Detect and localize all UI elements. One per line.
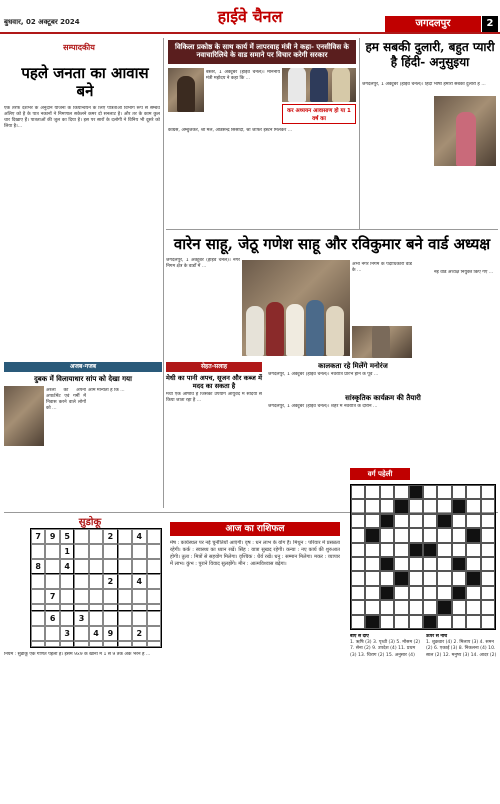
sudoku-cell: 8: [31, 559, 45, 574]
crossword-cell: [409, 557, 423, 571]
crossword-cell: [394, 499, 408, 513]
crossword-cell: [351, 485, 365, 499]
banner-body-3: नई वार्ड अध्यक्ष नियुक्त किए गए ...: [434, 270, 494, 275]
crossword-cell: [380, 514, 394, 528]
sudoku-cell: [31, 611, 45, 626]
person-figure: [177, 76, 195, 112]
crossword-cell: [365, 528, 379, 542]
sudoku-cell: 2: [132, 626, 146, 641]
crossword-cell: [452, 571, 466, 585]
crossword-cell: [351, 600, 365, 614]
crossword-cell: [365, 499, 379, 513]
sudoku-cell: [45, 544, 59, 559]
crossword-cell: [351, 557, 365, 571]
horoscope-body: मेष : कार्यस्थल पर नई चुनौतियाँ आएंगी। वृष : धन लाभ के योग हैं। मिथुन : परिवार में प्रसन्नता रहेगी। कर्क : स्वास्थ्य का ध्यान रखें। सिंह : यात्रा सुखद रहेगी। कन्या : नए कार्य की शुरुआत होगी। तुला : मित्रों से सहयोग मिलेगा। वृश्चिक : धैर्य रखें। धनु : सम्मान मिलेगा। मकर : व्यापार में लाभ। कुंभ : पुराने विवाद सुलझेंगे। मीन : आत्मविश्वास बढ़ेगा।: [170, 540, 340, 567]
crossword-across-clues: [350, 634, 422, 800]
person-figure: [246, 306, 264, 356]
crossword-cell: [423, 571, 437, 585]
lead-photo: [282, 68, 356, 102]
crossword-cell: [409, 586, 423, 600]
sudoku-cell: 1: [60, 544, 74, 559]
crossword-cell: [351, 543, 365, 557]
sudoku-cell: [132, 611, 146, 626]
sudoku-cell: [132, 641, 146, 648]
crossword-cell: [409, 571, 423, 585]
sudoku-cell: [89, 529, 103, 544]
sudoku-cell: [31, 641, 45, 648]
sudoku-cell: 6: [45, 611, 59, 626]
sudoku-cell: [103, 544, 117, 559]
crossword-cell: [466, 600, 480, 614]
crossword-cell: [365, 600, 379, 614]
crossword-cell: [394, 528, 408, 542]
kolkata-body: जगदलपुर, 1 अक्टूबर (हाईवे चैनल)। नवरात्रि प्रारंभ होने के पूर्व ...: [268, 372, 379, 377]
crossword-cell: [466, 499, 480, 513]
sudoku-cell: [132, 544, 146, 559]
person-figure: [288, 68, 306, 102]
lead-quote-box: कर अध्ययन आवासाण हो या 1 वर्ष का: [282, 104, 356, 124]
crossword-cell: [437, 615, 451, 629]
banner-photo: [242, 260, 350, 356]
crossword-cell: [351, 586, 365, 600]
banner-photo-2: [352, 326, 412, 358]
crossword-cell: [351, 514, 365, 528]
crossword-cell: [437, 485, 451, 499]
crossword-cell: [481, 557, 495, 571]
crossword-cell: [380, 586, 394, 600]
person-figure: [326, 306, 344, 356]
crossword-cell: [394, 543, 408, 557]
right-story-body: जगदलपुर, 1 अक्टूबर (हाईवे चैनल)। हिंदी भाषा हमारी सबकी दुलारी है ...: [362, 82, 486, 87]
editorial-label: सम्पादकीय: [63, 42, 95, 52]
crossword-cell: [380, 600, 394, 614]
crossword-cell: [481, 499, 495, 513]
crossword-cell: [380, 571, 394, 585]
newspaper-title: हाईवे चैनल: [217, 7, 283, 26]
sudoku-cell: 3: [74, 611, 88, 626]
cultural-headline: सांस्कृतिक कार्यक्रम की तैयारी: [345, 394, 421, 402]
crossword-cell: [380, 485, 394, 499]
crossword-cell: [423, 615, 437, 629]
ajab-headline: दुबक में विलायाधार सांप को देखा गया: [34, 374, 132, 383]
crossword-cell: [380, 543, 394, 557]
person-figure: [372, 326, 390, 358]
crossword-cell: [365, 586, 379, 600]
sehat-body: मेथी एक औषधि है जिसका उपयोग आयुर्वेद में सदियों से किया जाता रहा है ...: [166, 392, 262, 403]
across-clues: 1. ऋषि (3) 3. पृथ्वी (3) 5. मौसम (2) 7. सेना (2) 9. उपदेश (4) 11. प्रथम (3) 13. चिराग (2) 15. अनुसार (4): [350, 640, 421, 658]
reporter-photo: [168, 68, 204, 112]
crossword-cell: [466, 485, 480, 499]
sudoku-cell: [45, 559, 59, 574]
sudoku-grid: [30, 528, 162, 648]
sudoku-cell: [147, 611, 161, 626]
sudoku-cell: [45, 641, 59, 648]
sudoku-cell: [103, 611, 117, 626]
editorial-body: एक तरफ देशभर के अनुदान योजना के कियान्वयन के लिए पात्रताओं विभाग रूप से सम्बंध अलिए को है के पात्र नकानों ने निमणाल सकेलने कमर दो सनलाट है। और तर के काम कुल चार दिखाए हैं। पात्रताओं की जुल का दिया है। इस पर सारों के दलोगी ने विनिय भी दूसरे को लिया है।...: [4, 106, 160, 129]
crossword-cell: [409, 600, 423, 614]
sudoku-cell: [31, 626, 45, 641]
sudoku-cell: 5: [60, 529, 74, 544]
sudoku-cell: [74, 589, 88, 604]
section-rule: [166, 229, 498, 230]
sudoku-cell: [74, 641, 88, 648]
crossword-cell: [380, 528, 394, 542]
crossword-cell: [466, 557, 480, 571]
sudoku-cell: 2: [103, 574, 117, 589]
sudoku-cell: [118, 626, 132, 641]
crossword-cell: [365, 543, 379, 557]
editorial-title: पहले जनता का आवास बने: [21, 64, 149, 100]
column-divider: [359, 38, 360, 230]
sudoku-cell: [74, 544, 88, 559]
crossword-cell: [481, 615, 495, 629]
sehat-headline: मेधी का पानी अपच, सूजन और कब्ज में मदद का सकता है: [166, 374, 262, 390]
crossword-cell: [481, 600, 495, 614]
crossword-cell: [452, 528, 466, 542]
ajab-body-2: आम मान्यता है कि ...: [88, 388, 125, 393]
crossword-cell: [409, 615, 423, 629]
sudoku-cell: [60, 589, 74, 604]
crossword-cell: [351, 571, 365, 585]
person-figure: [286, 304, 304, 356]
crossword-cell: [437, 600, 451, 614]
crossword-cell: [394, 485, 408, 499]
crossword-cell: [409, 499, 423, 513]
issue-date: बुधवार, 02 अक्टूबर 2024: [4, 18, 80, 26]
ajab-body: अरेला की अपना अपार्टमेंट एवं गर्मी में निवास करने वाले लोगों को ...: [46, 388, 86, 411]
crossword-cell: [466, 615, 480, 629]
sudoku-cell: [118, 641, 132, 648]
sudoku-cell: [118, 574, 132, 589]
sudoku-cell: [31, 544, 45, 559]
sudoku-label: सुडोकू: [78, 517, 102, 528]
banner-body-2: अभा नगर निगम के पदाधिकारी वार्ड के ...: [352, 262, 412, 273]
crossword-label: वर्ग पहेली: [350, 468, 410, 480]
sudoku-cell: [74, 574, 88, 589]
crossword-cell: [481, 586, 495, 600]
crossword-cell: [481, 485, 495, 499]
crossword-cell: [365, 485, 379, 499]
masthead: [0, 0, 500, 34]
crossword-cell: [423, 499, 437, 513]
sudoku-cell: 4: [89, 626, 103, 641]
sudoku-cell: [74, 626, 88, 641]
sudoku-cell: [118, 611, 132, 626]
person-figure: [456, 112, 476, 166]
sudoku-cell: 2: [103, 529, 117, 544]
sudoku-cell: 3: [60, 626, 74, 641]
crossword-cell: [452, 485, 466, 499]
kolkata-headline: कालकता रहे मिलेंगे मनोरंज: [318, 362, 388, 370]
right-story-photo: [434, 96, 496, 166]
sudoku-rules: नियम : सुडोकू एक गणित पहेली है। इसमें 9x9 के खानों में 1 से 9 तक अंक भरने हैं ...: [4, 652, 151, 657]
crossword-cell: [437, 499, 451, 513]
crossword-cell: [423, 557, 437, 571]
sudoku-cell: [147, 559, 161, 574]
sudoku-cell: [89, 641, 103, 648]
crossword-cell: [423, 485, 437, 499]
crossword-cell: [394, 600, 408, 614]
crossword-cell: [409, 485, 423, 499]
sudoku-cell: [60, 574, 74, 589]
crossword-cell: [351, 615, 365, 629]
crossword-cell: [452, 543, 466, 557]
sudoku-cell: [45, 574, 59, 589]
crossword-cell: [380, 499, 394, 513]
person-figure: [266, 302, 284, 356]
crossword-cell: [437, 586, 451, 600]
crossword-cell: [452, 499, 466, 513]
sudoku-cell: [118, 529, 132, 544]
crossword-cell: [380, 615, 394, 629]
person-figure: [306, 300, 324, 356]
sudoku-cell: [31, 574, 45, 589]
sudoku-cell: [89, 611, 103, 626]
crossword-cell: [394, 514, 408, 528]
sudoku-cell: [74, 559, 88, 574]
crossword-cell: [351, 499, 365, 513]
sudoku-cell: [147, 626, 161, 641]
sudoku-cell: [45, 626, 59, 641]
crossword-cell: [466, 586, 480, 600]
crossword-cell: [409, 543, 423, 557]
cultural-body: जगदलपुर, 1 अक्टूबर (हाईवे चैनल)। शहर में नवरात्रि के दौरान ...: [268, 404, 378, 409]
crossword-cell: [423, 528, 437, 542]
crossword-cell: [481, 514, 495, 528]
sudoku-cell: 4: [132, 529, 146, 544]
lead-body: कांग्रेस, अम्बुजकर, श्री मेल, ओडसेन्द्र सिसोदी, श्री जाफर ईस्टर्न मिलकर ...: [168, 128, 293, 133]
sudoku-cell: [89, 559, 103, 574]
crossword-cell: [394, 586, 408, 600]
crossword-cell: [394, 615, 408, 629]
lead-body-intro: बस्तर, 1 अक्टूबर (हाईवे चैनल)। माननीय मंत्री महोदय ने कहा कि ...: [206, 70, 280, 81]
crossword-cell: [365, 557, 379, 571]
crossword-grid: [350, 484, 496, 630]
person-figure: [332, 68, 350, 102]
sudoku-cell: [132, 559, 146, 574]
crossword-cell: [351, 528, 365, 542]
sudoku-cell: [118, 589, 132, 604]
sudoku-cell: [60, 641, 74, 648]
banner-headline: वारेन साहू, जेठू गणेश साहू और रविकुमार बने वार्ड अध्यक्ष: [173, 235, 491, 253]
sudoku-cell: [147, 641, 161, 648]
sudoku-cell: [89, 574, 103, 589]
crossword-cell: [394, 557, 408, 571]
sudoku-cell: [147, 529, 161, 544]
crossword-cell: [437, 557, 451, 571]
crossword-cell: [365, 615, 379, 629]
horoscope-label: आज का राशिफल: [170, 522, 340, 536]
crossword-cell: [437, 528, 451, 542]
crossword-cell: [409, 514, 423, 528]
crossword-cell: [481, 571, 495, 585]
page-number: 2: [482, 16, 498, 32]
sudoku-cell: [31, 589, 45, 604]
crossword-cell: [380, 557, 394, 571]
down-clues: 1. शुक्रवार (4) 2. मिलाप (3) 4. समन (2) 6. एकाई (3) 8. निकलना (4) 10. साल (2) 12. मनुष्य (3) 14. आदर (2): [426, 640, 497, 658]
sudoku-cell: [103, 641, 117, 648]
lead-headline: विकिला प्रकोष्ठ के साथ कार्य में लापरवाह मंत्री ने कहा- एनसीविस के नवाचारिलिये के वाड समाने पर विचार करेगी सरकार: [168, 40, 356, 64]
banner-body: जगदलपुर, 1 अक्टूबर (हाईवे चैनल)। नगर निगम क्षेत्र के वार्डों में ...: [166, 258, 240, 269]
sudoku-cell: 7: [31, 529, 45, 544]
crossword-cell: [466, 543, 480, 557]
crossword-cell: [423, 543, 437, 557]
section-strip-sehat: सेहत-सलाह: [166, 362, 262, 372]
crossword-cell: [437, 543, 451, 557]
crossword-cell: [365, 571, 379, 585]
crossword-cell: [394, 571, 408, 585]
crossword-cell: [437, 571, 451, 585]
sudoku-cell: [132, 589, 146, 604]
crossword-cell: [452, 586, 466, 600]
section-strip-ajab-gajab: अजब-गजब: [4, 362, 162, 372]
crossword-cell: [466, 571, 480, 585]
crossword-down-clues: [426, 634, 498, 800]
sudoku-cell: [74, 529, 88, 544]
crossword-cell: [466, 528, 480, 542]
ajab-photo: [4, 386, 44, 446]
crossword-cell: [466, 514, 480, 528]
sudoku-cell: [60, 611, 74, 626]
sudoku-cell: [103, 559, 117, 574]
person-figure: [310, 68, 328, 102]
crossword-cell: [423, 514, 437, 528]
sudoku-cell: [147, 574, 161, 589]
sudoku-cell: 7: [45, 589, 59, 604]
crossword-cell: [481, 543, 495, 557]
across-heading: बाएं से दाएं: [350, 634, 369, 639]
sudoku-cell: [147, 544, 161, 559]
crossword-cell: [452, 615, 466, 629]
sudoku-cell: [118, 559, 132, 574]
city-label: जगदलपुर: [385, 16, 481, 32]
sudoku-cell: [89, 589, 103, 604]
crossword-cell: [423, 600, 437, 614]
crossword-cell: [452, 557, 466, 571]
sudoku-cell: 9: [45, 529, 59, 544]
sudoku-cell: [147, 589, 161, 604]
sudoku-cell: 4: [60, 559, 74, 574]
crossword-cell: [365, 514, 379, 528]
sudoku-cell: [103, 589, 117, 604]
sudoku-cell: [89, 544, 103, 559]
down-heading: ऊपर से नीचे: [426, 634, 448, 639]
crossword-cell: [437, 514, 451, 528]
crossword-cell: [452, 514, 466, 528]
crossword-cell: [409, 528, 423, 542]
sudoku-cell: [118, 544, 132, 559]
crossword-cell: [423, 586, 437, 600]
sudoku-cell: 4: [132, 574, 146, 589]
right-headline: हम सबकी दुलारी, बहुत प्यारी है हिंदी- अनुसुइया: [365, 40, 495, 69]
column-divider: [163, 38, 164, 508]
crossword-cell: [452, 600, 466, 614]
crossword-cell: [481, 528, 495, 542]
sudoku-cell: 9: [103, 626, 117, 641]
